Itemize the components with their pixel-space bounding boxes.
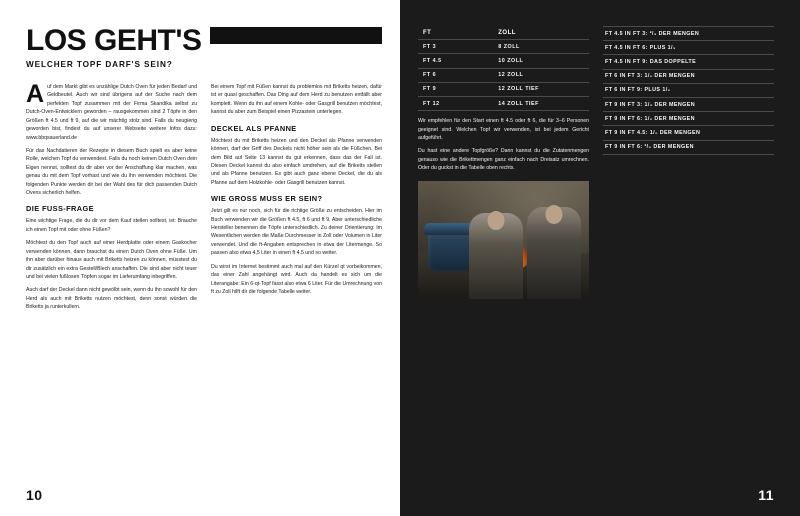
list-item: FT 9 IN FT 6: ²/₃ DER MENGEN [603,141,774,155]
title-row [26,26,382,56]
table-col-ft: FT [423,29,432,36]
table-row [418,54,589,68]
photo-person [527,207,581,299]
list-item: FT 9 IN FT 3: 1/₃ DER MENGEN [603,98,774,112]
section-heading-deckel: DECKEL ALS PFANNE [211,123,297,133]
conversion-list [603,26,774,155]
cell-zoll: 10 ZOLL [498,57,524,64]
photo-person-head [546,205,563,224]
cell-ft: FT 6 [423,72,437,79]
list-item: FT 9 IN FT 4.5: 1/₂ DER MENGEN [603,126,774,140]
page-subtitle: WELCHER TOPF DARF'S SEIN? [26,60,173,69]
cell-zoll: 8 ZOLL [498,43,520,50]
photo-person [469,213,523,299]
left-column-2 [211,83,382,317]
right-column-2 [603,26,774,299]
paragraph: Eine wichtige Frage, die du dir vor dem Kauf stellen solltest, ist: Brauche ich einen Topf mit oder ohne Füßen? [26,218,197,233]
paragraph: Jetzt gilt es nur noch, sich für die richtige Größe zu entscheiden. Hier im Buch verwenden wir die Größen ft 4.5, ft 6 und ft 9. Aber unterschiedliche Hersteller benennen die Töpfe unterschiedlich. Zu deiner Orientierung: Im Wesentlichen werden die Maße Durchmesser in Zoll oder Volumen in Liter verwendet. Und die ft-Angaben entsprechen in etwa der Litermenge. So passen also etwa 4,5 Liter in einen ft 4.5 und so weiter. [211,208,382,257]
paragraph: Wir empfehlen für den Start einen ft 4.5 oder ft 6, die für 3–6 Personen geeignet sind. Welchen Topf wir verwenden, ist bei jedem Gericht aufgeführt. [418,118,589,141]
table-col-zoll: ZOLL [498,29,516,36]
paragraph: Für das Nachdatieren der Rezepte in diesem Buch spielt es aber keine Rolle, welchen Topf du verwendest. Falls du noch keinen Dutch Oven dein Eigen nennst, solltest du dir aber vor der Anschaffung klar machen, was genau du mit dem Topf vorhast und wie du ihn verwenden möchtest. Die folgenden Punkte werden dir bei der Wahl des für dich passenden Dutch Ovens sicherlich helfen. [26,147,197,197]
table-row [418,96,589,110]
table-row [418,82,589,96]
cell-zoll: 12 ZOLL TIEF [498,86,539,93]
list-item: FT 9 IN FT 6: 1/₂ DER MENGEN [603,112,774,126]
list-item: FT 6 IN FT 3: 1/₂ DER MENGEN [603,70,774,84]
title-rule [210,27,382,44]
cell-zoll: 14 ZOLL TIEF [498,100,539,107]
paragraph: Auch darf der Deckel dann nicht gewölbt sein, wenn du ihn sowohl für den Herd als auch mit Briketts nutzen möchtest, denn sonst würden die Briketts ja runterkullern. [26,287,197,311]
right-columns [418,26,774,299]
dutch-oven-photo [418,181,589,299]
paragraph: Möchtest du den Topf auch auf einer Herdplatte oder einem Gaskocher verwenden können, dann brauchst du einen Dutch Oven ohne Füße. Um ihn aber darüber hinaus auch mit Briketts heizen zu können, müsstest du dir zusätzlich ein extra Gestell/Blech anschaffen. Die sind aber nicht teuer und bei vielen fußlosen Töpfen sogar im Lieferumfang inbegriffen. [26,240,197,281]
cell-ft: FT 12 [423,100,440,107]
folio-left: 10 [26,487,43,503]
list-item: FT 6 IN FT 9: PLUS 1/₂ [603,84,774,98]
left-column-1 [26,80,197,317]
paragraph: Du wirst im Internet bestimmt auch mal auf den Kürzel qt vorbeikommen, das einer Zahl angehängt wird. Auch da handelt es sich um die Literangabe: Ein 6-qt-Topf fasst also etwa 6 Liter. Für die Umrechnung von ft zu Zoll hilft dir die folgende Tabelle weiter. [211,263,382,296]
table-header-row [418,26,589,40]
cell-ft: FT 3 [423,43,437,50]
page-title: LOS GEHT'S [26,24,202,57]
folio-right: 11 [758,487,774,503]
size-table [418,26,589,111]
cell-ft: FT 9 [423,86,437,93]
section-heading-groesse: WIE GROSS MUSS ER SEIN? [211,194,323,204]
paragraph: Du hast eine andere Topfgröße? Dann kannst du die Zutatenmengen genauso wie die Brikettmengen ganz einfach nach Dreisatz umrechnen. Oder du guckst in die Tabelle oben rechts. [418,148,589,172]
right-page [400,0,800,516]
left-columns [26,80,382,317]
list-item: FT 4.5 IN FT 9: DAS DOPPELTE [603,55,774,69]
page-title-block [26,26,382,69]
table-row [418,68,589,82]
cell-ft: FT 4.5 [423,57,442,64]
list-item: FT 4.5 IN FT 6: PLUS 1/₃ [603,41,774,55]
paragraph: Auf dem Markt gibt es unzählige Dutch Oven für jeden Bedarf und Geldbeutel. Auch wir sind übrigens auf der Suche nach dem perfekten Topf zusammen mit der Firma Skandika selbst zu Dutch-Oven-Entwicklern geworden – rausgekommen sind 2 Töpfe in den Größen ft 4.5 und ft 9, auf die wir mächtig stolz sind. Falls du neugierig geworden bist, findest du auf unserer Webseite weitere Infos dazu: www.bbqsauerland.de [26,80,197,141]
table-row [418,40,589,54]
cell-zoll: 12 ZOLL [498,72,524,79]
paragraph: Bei einem Topf mit Füßen kannst du problemlos mit Briketts heizen, dafür ist er quasi geschaffen. Das Ding auf dem Herd zu benutzen entfällt aber komplett. Wenn du ihn auf einem Kohle- oder Gasgrill benutzen möchtest, kannst du aber zum Beispiel einen Pizzastein unterlegen. [211,84,382,116]
paragraph: Möchtest du mit Briketts heizen und den Deckel als Pfanne verwenden können, darf der Griff des Deckels nicht höher sein als die Füßchen. Bei dem Bild auf Seite 13 kannst du gut erkennen, dass das der Fall ist. Diesen Deckel kannst du also einfach umdrehen, auf die Briketts stellen und als Pfanne benutzen. Es gibt auch ganz ebene Deckel, die du als Pfanne auf dem Holzkohle- oder Gasgrill benutzen kannst. [211,137,382,186]
section-heading-fussfrage: DIE FUSS-FRAGE [26,204,95,214]
photo-person-head [488,211,505,230]
list-item: FT 4.5 IN FT 3: ²/₃ DER MENGEN [603,26,774,41]
right-column-1 [418,26,589,299]
